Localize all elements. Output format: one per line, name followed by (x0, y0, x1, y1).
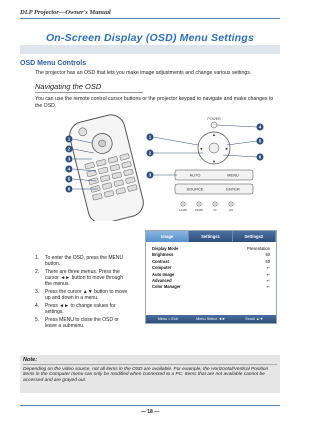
list-item (35, 317, 130, 329)
subsection-rule (35, 92, 143, 93)
keypad-callout: 2 (148, 150, 152, 156)
subsection-heading: Navigating the OSD (35, 82, 102, 91)
ir-led-label: IR (213, 208, 217, 212)
osd-row-value: ↵ (266, 265, 270, 271)
remote-callout: 4 (67, 166, 71, 172)
remote-callout: 1 (67, 136, 71, 142)
osd-row-value: 50 (265, 252, 270, 258)
osd-row[interactable] (152, 284, 270, 290)
power-key-icon (211, 122, 217, 128)
step-text: Press the cursor ▲▼ button to move up and down in a menu. (45, 289, 128, 302)
header-rule (20, 18, 280, 19)
left-arrow-icon: ◄ (199, 146, 203, 151)
remote-callout: 5 (67, 176, 71, 182)
indicator-leds (181, 202, 233, 206)
remote-callout: 2 (67, 146, 71, 152)
page-number: — 18 — (140, 409, 160, 415)
section-heading: OSD Menu Controls (20, 60, 87, 67)
auto-menu-bar (175, 170, 253, 180)
title-band (20, 45, 280, 54)
enter-key-label: ENTER (226, 186, 240, 192)
list-item (35, 255, 130, 267)
remote-callout: 6 (67, 186, 71, 192)
up-arrow-icon: ▲ (212, 132, 216, 137)
step-text: There are three menus. Press the cursor ◄► button to move through the menus. (45, 268, 123, 288)
remote-control-figure (62, 113, 152, 221)
osd-menu-screenshot (145, 230, 277, 324)
list-item (35, 289, 130, 301)
auto-key-label: AUTO (189, 172, 201, 178)
keypad-enter-icon (209, 143, 219, 153)
section-intro: The projector has an OSD that lets you make image adjustments and change various settings. (35, 70, 252, 76)
list-item (35, 303, 130, 315)
osd-row-label: Brightness (152, 252, 174, 258)
osd-footer-exit: Menu = Exit (157, 317, 178, 321)
note-title: Note: (23, 357, 277, 365)
osd-row-label: Contrast (152, 258, 169, 264)
osd-rows (146, 242, 276, 295)
osd-row-value: 50 (265, 258, 270, 264)
steps-list (35, 255, 130, 331)
step-text: Press MENU to close the OSD or leave a submenu. (45, 316, 119, 330)
temp-led-label: TEMP (194, 208, 204, 212)
lamp-led-label: LAMP (178, 208, 188, 212)
right-arrow-icon: ► (225, 146, 229, 151)
osd-row-label: Advanced (152, 277, 172, 283)
step-text: To enter the OSD, press the MENU button. (45, 255, 124, 268)
source-key-label: SOURCE (186, 186, 204, 192)
osd-footer-select: Menu Select ◄► (196, 317, 226, 321)
menu-key-label: MENU (227, 172, 239, 178)
keypad-callout: 5 (258, 138, 262, 144)
osd-row-label: Color Manager (152, 284, 181, 290)
keypad-callout: 3 (148, 172, 152, 178)
osd-row-label: Display Mode (152, 246, 179, 251)
keypad-callout: 1 (148, 134, 152, 140)
osd-tab-settings1[interactable]: Settings1 (189, 231, 232, 242)
step-number: 3. (35, 289, 40, 296)
power-label: POWER (207, 117, 221, 121)
osd-row-value: ↵ (266, 271, 270, 277)
note-box (20, 355, 280, 393)
osd-footer (146, 315, 276, 323)
step-number: 5. (35, 316, 40, 323)
osd-row-value: ↵ (266, 284, 270, 290)
step-text: Press ◄► to change values for settings. (45, 302, 116, 316)
on-led-label: ON (228, 208, 234, 212)
osd-row-label: Auto Image (152, 271, 175, 277)
step-number: 2. (35, 268, 40, 275)
subsection-intro: You can use the remote control cursor buttons or the projector keypad to navigate and make changes to the OSD. (35, 96, 274, 109)
osd-footer-scroll: Scroll ▲▼ (245, 317, 264, 321)
footer-rule (20, 405, 280, 406)
step-number: 1. (35, 255, 40, 261)
keypad-figure (143, 115, 268, 220)
osd-row-label: Computer (152, 265, 172, 271)
osd-tab-bar (146, 231, 276, 242)
osd-row-value: ↵ (266, 277, 270, 283)
keypad-callout: 4 (258, 124, 262, 130)
remote-callout: 3 (67, 156, 71, 162)
osd-tab-image[interactable]: Image (146, 231, 189, 242)
down-arrow-icon: ▼ (212, 159, 216, 164)
list-item (35, 269, 130, 288)
osd-tab-settings2[interactable]: Settings2 (233, 231, 276, 242)
running-header: DLP Projector—Owner's Manual (20, 9, 111, 16)
osd-row-value: Presentation (247, 246, 270, 251)
step-number: 4. (35, 302, 40, 309)
page-title: On-Screen Display (OSD) Menu Settings (45, 32, 255, 44)
keypad-callout: 6 (258, 154, 262, 160)
note-text: Depending on the video source, not all items in the OSD are available. For example, the Horizontal/Vertical Position items in the Computer menu can only be modified when connected to a PC. Items that are not available cannot be accessed and are grayed out. (23, 366, 269, 384)
